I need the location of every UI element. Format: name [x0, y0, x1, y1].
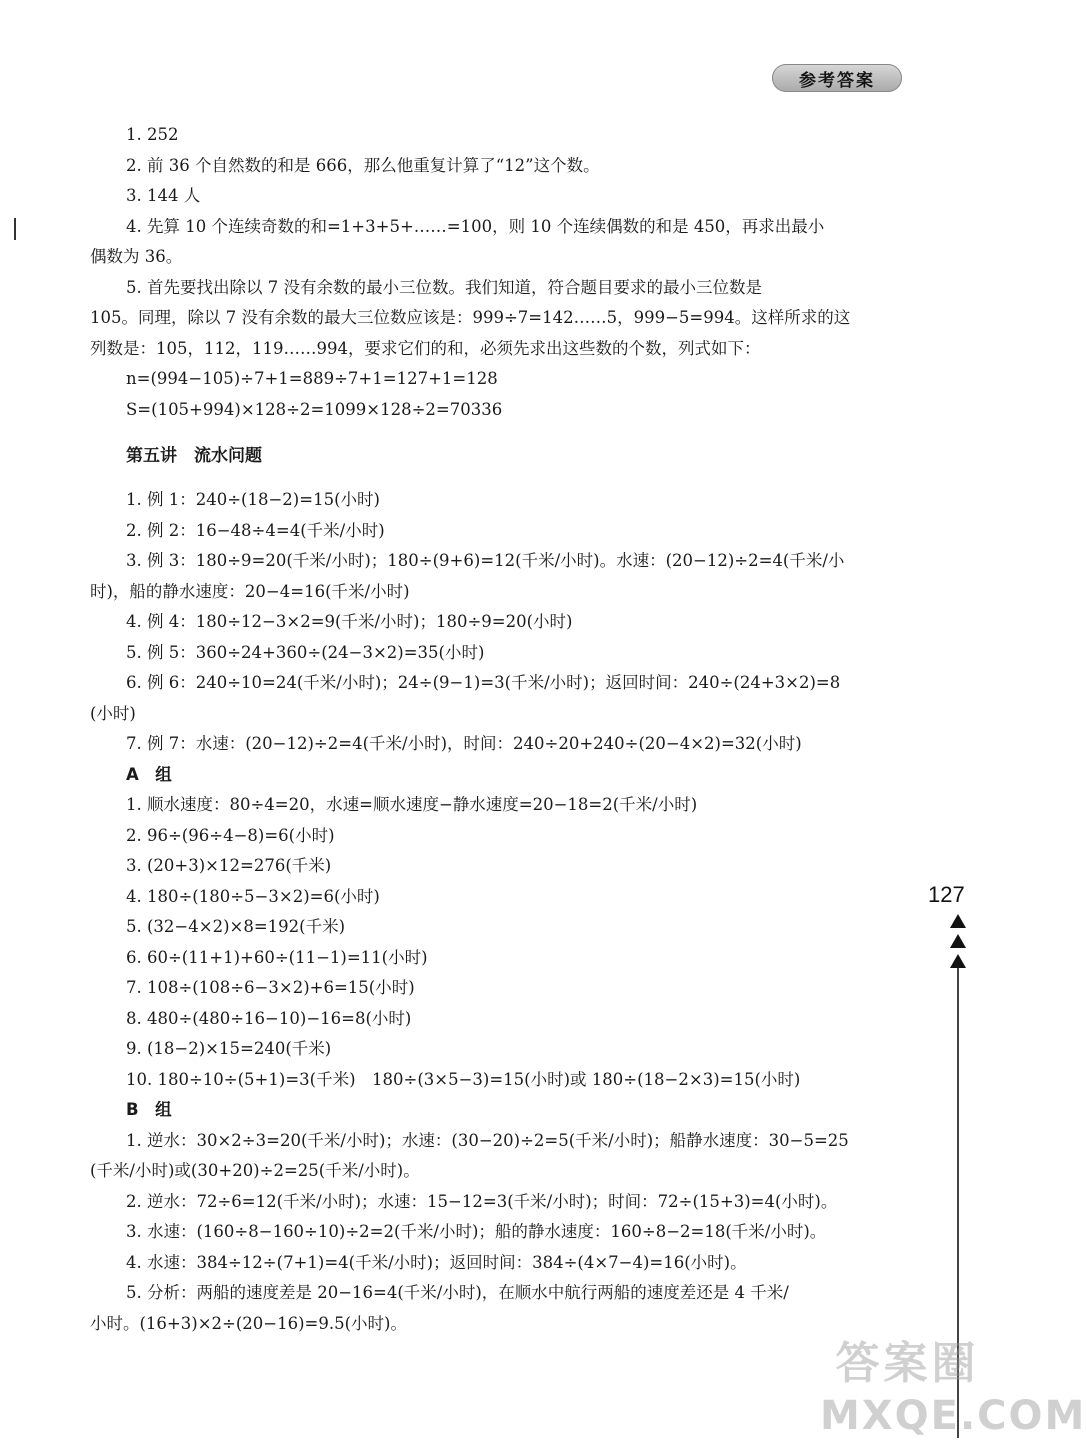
- answer-line: 1. 252: [126, 125, 179, 144]
- triangle-icon: [950, 954, 966, 968]
- answer-line: 偶数为 36。: [90, 247, 183, 266]
- answer-line: 3. (20+3)×12=276(千米): [126, 856, 332, 875]
- answer-line: 2. 前 36 个自然数的和是 666，那么他重复计算了“12”这个数。: [126, 155, 600, 175]
- answer-line: 6. 60÷(11+1)+60÷(11−1)=11(小时): [126, 947, 428, 967]
- margin-mark: [14, 218, 16, 240]
- group-b-answers: [90, 1126, 910, 1340]
- answer-line: 1. 逆水：30×2÷3=20(千米/小时)；水速：(30−20)÷2=5(千米/小时)；船静水速度：30−5=25: [126, 1130, 849, 1150]
- answer-line: 5. 首先要找出除以 7 没有余数的最小三位数。我们知道，符合题目要求的最小三位数是: [126, 277, 762, 297]
- answer-line: 3. 水速：(160÷8−160÷10)÷2=2(千米/小时)；船的静水速度：160÷8−2=18(千米/小时)。: [126, 1222, 827, 1241]
- watermark-logo: 答案圈 MXQE.COM: [820, 1338, 1086, 1439]
- answer-line: 4. 例 4：180÷12−3×2=9(千米/小时)；180÷9=20(小时): [126, 612, 573, 631]
- answer-line: 9. (18−2)×15=240(千米): [126, 1039, 332, 1058]
- answer-line: 5. 例 5：360÷24+360÷(24−3×2)=35(小时): [126, 642, 485, 662]
- answer-line: 105。同理，除以 7 没有余数的最大三位数应该是：999÷7=142……5，999−5=994。这样所求的这: [90, 308, 851, 327]
- group-a-answers: [90, 790, 910, 1095]
- answer-line: 3. 144 人: [126, 186, 201, 205]
- answer-line: 2. 逆水：72÷6=12(千米/小时)；水速：15−12=3(千米/小时)；时间：72÷(15+3)=4(小时)。: [126, 1191, 838, 1211]
- answer-line: 2. 96÷(96÷4−8)=6(小时): [126, 825, 335, 845]
- page-number: 127: [928, 882, 965, 907]
- group-a-label: A 组: [126, 764, 172, 784]
- answer-line: 5. (32−4×2)×8=192(千米): [126, 917, 346, 936]
- answer-line: (千米/小时)或(30+20)÷2=25(千米/小时)。: [90, 1161, 420, 1180]
- answer-line: 10. 180÷10÷(5+1)=3(千米) 180÷(3×5−3)=15(小时)或 180÷(18−2×3)=15(小时): [126, 1069, 801, 1089]
- answer-line: n=(994−105)÷7+1=889÷7+1=127+1=128: [126, 369, 498, 388]
- header-badge: 参考答案: [772, 64, 902, 92]
- answer-line: (小时): [90, 703, 136, 723]
- answers-part-1: [90, 120, 910, 425]
- answers-part-2: [90, 485, 910, 760]
- answer-line: S=(105+994)×128÷2=1099×128÷2=70336: [126, 399, 503, 419]
- answer-line: 3. 例 3：180÷9=20(千米/小时)；180÷(9+6)=12(千米/小时)。水速：(20−12)÷2=4(千米/小: [126, 551, 845, 570]
- answer-line: 6. 例 6：240÷10=24(千米/小时)；24÷(9−1)=3(千米/小时)；返回时间：240÷(24+3×2)=8: [126, 673, 841, 692]
- answer-line: 4. 水速：384÷12÷(7+1)=4(千米/小时)；返回时间：384÷(4×7−4)=16(小时)。: [126, 1252, 747, 1272]
- section-title: 第五讲 流水问题: [126, 446, 262, 466]
- group-b-label: B 组: [126, 1100, 172, 1119]
- answer-line: 4. 先算 10 个连续奇数的和=1+3+5+……=100，则 10 个连续偶数的和是 450，再求出最小: [126, 216, 825, 236]
- answer-line: 5. 分析：两船的速度差是 20−16=4(千米/小时)，在顺水中航行两船的速度差还是 4 千米/: [126, 1283, 789, 1302]
- answer-line: 7. 108÷(108÷6−3×2)+6=15(小时): [126, 978, 415, 997]
- answer-line: 4. 180÷(180÷5−3×2)=6(小时): [126, 886, 380, 906]
- triangle-icon: [950, 934, 966, 948]
- answer-line: 1. 顺水速度：80÷4=20，水速=顺水速度−静水速度=20−18=2(千米/小时): [126, 795, 698, 814]
- answer-line: 列数是：105，112，119……994，要求它们的和，必须先求出这些数的个数，列式如下：: [90, 338, 761, 358]
- answer-line: 1. 例 1：240÷(18−2)=15(小时): [126, 490, 380, 509]
- answer-line: 8. 480÷(480÷16−10)−16=8(小时): [126, 1008, 412, 1028]
- answer-line: 小时。(16+3)×2÷(20−16)=9.5(小时)。: [90, 1313, 407, 1333]
- page-content: [90, 120, 910, 1339]
- answer-line: 时)，船的静水速度：20−4=16(千米/小时): [90, 581, 410, 601]
- answer-line: 2. 例 2：16−48÷4=4(千米/小时): [126, 520, 385, 540]
- answer-line: 7. 例 7：水速：(20−12)÷2=4(千米/小时)，时间：240÷20+240÷(20−4×2)=32(小时): [126, 734, 802, 753]
- triangle-icon: [950, 914, 966, 928]
